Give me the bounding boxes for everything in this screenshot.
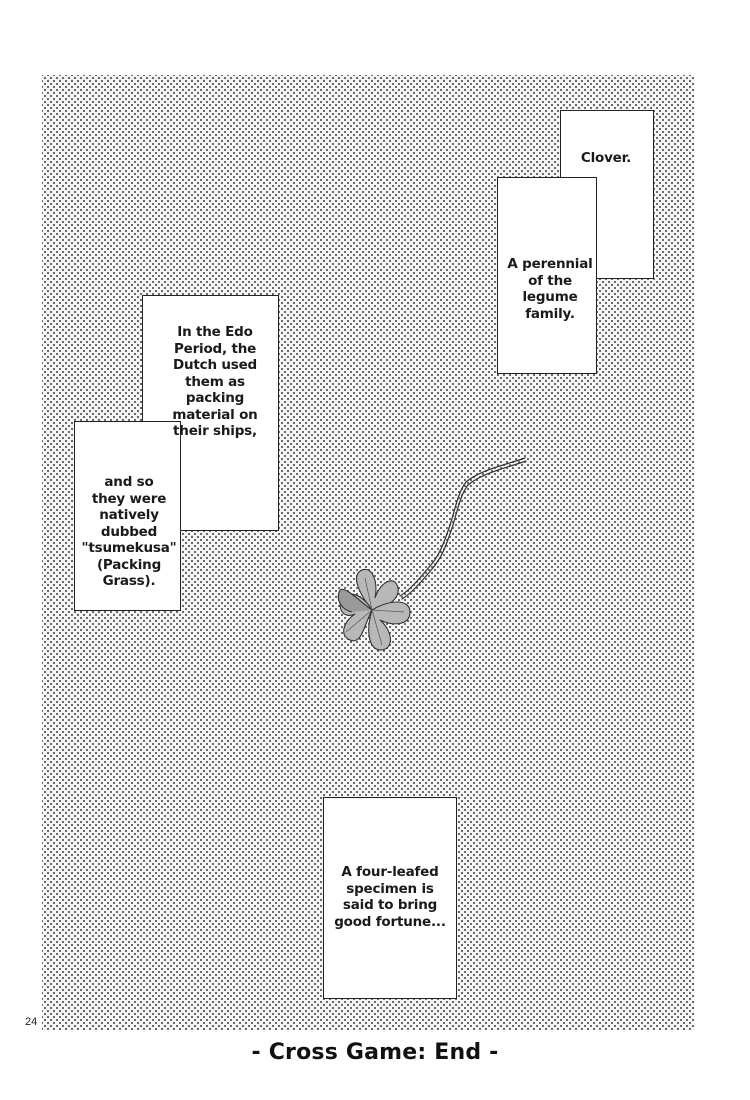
caption-clover-title: Clover. [580, 150, 632, 166]
caption-line: Period, the [173, 340, 257, 357]
caption-line: them as [185, 373, 245, 390]
caption-line: Grass). [102, 573, 156, 589]
chapter-end-title: - Cross Game: End - [251, 1040, 499, 1065]
caption-line: good fortune... [334, 913, 446, 930]
caption-line: packing [185, 390, 245, 406]
caption-line: and so [104, 474, 154, 490]
caption-line: specimen is [346, 880, 434, 897]
page-number: 24 [25, 1016, 38, 1028]
caption-line: they were [91, 490, 167, 507]
caption-line: of the [528, 272, 572, 289]
caption-line: A perennial [507, 256, 593, 272]
caption-line: In the Edo [177, 324, 253, 340]
caption-line: Dutch used [172, 357, 258, 373]
caption-line: legume [522, 289, 578, 305]
caption-line: "tsumekusa" [81, 540, 177, 556]
caption-line: natively [99, 507, 159, 523]
caption-line: said to bring [342, 897, 438, 913]
caption-line: material on [172, 406, 258, 423]
caption-line: their ships, [173, 423, 257, 439]
caption-line: dubbed [100, 523, 158, 540]
caption-line: (Packing [96, 556, 162, 573]
caption-line: family. [525, 305, 575, 322]
caption-line: A four-leafed [341, 864, 439, 880]
